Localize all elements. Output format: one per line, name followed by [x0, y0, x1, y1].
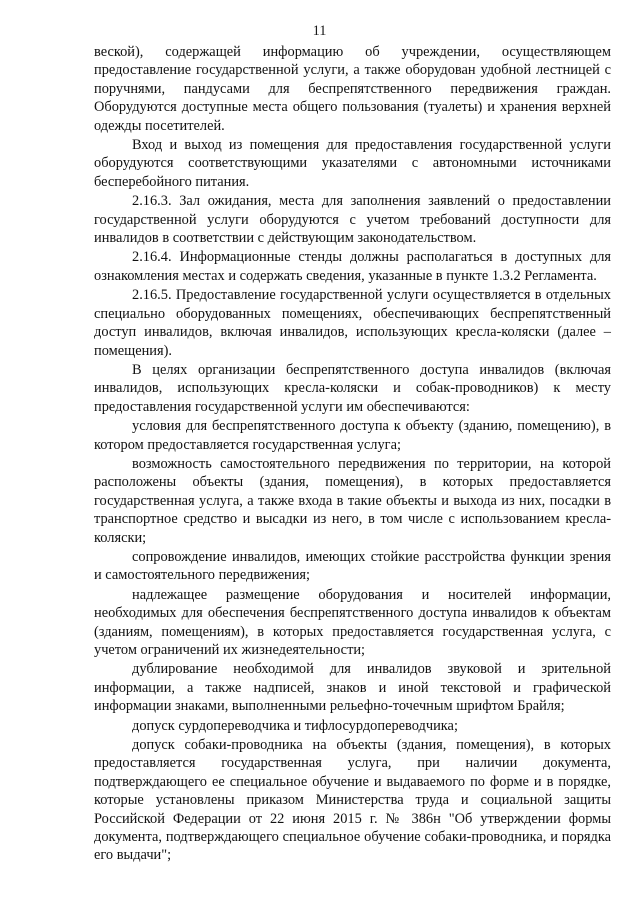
list-item: допуск сурдопереводчика и тифлосурдопереводчика; — [132, 717, 458, 734]
document-body — [94, 43, 611, 866]
list-item: условия для беспрепятственного доступа к объекту (зданию, помещению), в котором предоставляется государственная услуга; — [94, 418, 611, 453]
paragraph: 2.16.4. Информационные стенды должны располагаться в доступных для ознакомления местах и содержать сведения, указанные в пункте 1.3.2 Регламента. — [94, 249, 611, 284]
list-item: сопровождение инвалидов, имеющих стойкие расстройства функции зрения и самостоятельного передвижения; — [94, 548, 611, 584]
list-item: дублирование необходимой для инвалидов звуковой и зрительной информации, а также надписей, знаков и иной текстовой и графической информации знаками, выполненными рельефно-точечным шрифтом Брайля; — [94, 661, 611, 715]
paragraph: Вход и выход из помещения для предоставления государственной услуги оборудуются соответствующими указателями с автономными источниками бесперебойного питания. — [94, 137, 611, 190]
list-item: возможность самостоятельного передвижения по территории, на которой расположены объекты (здания, помещения), в которых предоставляется государственная услуга, а также входа в такие объекты и выхода из них, посадки в транспортное средство и высадки из него, в том числе с использованием кресла-коляски; — [94, 455, 611, 546]
page-number: 11 — [312, 23, 327, 39]
paragraph: 2.16.3. Зал ожидания, места для заполнения заявлений о предоставлении государственной услуги оборудуются с учетом требований доступности для инвалидов в соответствии с действующим законодательством. — [94, 193, 611, 247]
paragraph: веской), содержащей информацию об учреждении, осуществляющем предоставление государственной услуги, а также оборудован удобной лестницей с поручнями, пандусами для беспрепятственного передвижения граждан. Оборудуются доступные места общего пользования (туалеты) и хранения верхней одежды посетителей. — [94, 44, 611, 134]
paragraph: В целях организации беспрепятственного доступа инвалидов (включая инвалидов, использующих кресла-коляски и собак-проводников) к месту предоставления государственной услуги им обеспечиваются: — [94, 361, 611, 415]
list-item: надлежащее размещение оборудования и носителей информации, необходимых для обеспечения беспрепятственного доступа инвалидов к объектам (зданиям, помещениям), в которых предоставляется государственная услуга, с учетом ограничений их жизнедеятельности; — [94, 586, 611, 658]
list-item: допуск собаки-проводника на объекты (здания, помещения), в которых предоставляется государственная услуга, при наличии документа, подтверждающего ее специальное обучение и выдаваемого по форме и в порядке, которые установлены приказом Министерства труда и социальной защиты Российской Федерации от 22 июня 2015 г. № 386н "Об утверждении формы документа, подтверждающего специальное обучение собаки-проводника, и порядка его выдачи"; — [94, 737, 611, 864]
paragraph: 2.16.5. Предоставление государственной услуги осуществляется в отдельных специально оборудованных помещениях, обеспечивающих беспрепятственный доступ инвалидов, включая инвалидов, использующих кресла-коляски (далее – помещения). — [94, 287, 611, 359]
